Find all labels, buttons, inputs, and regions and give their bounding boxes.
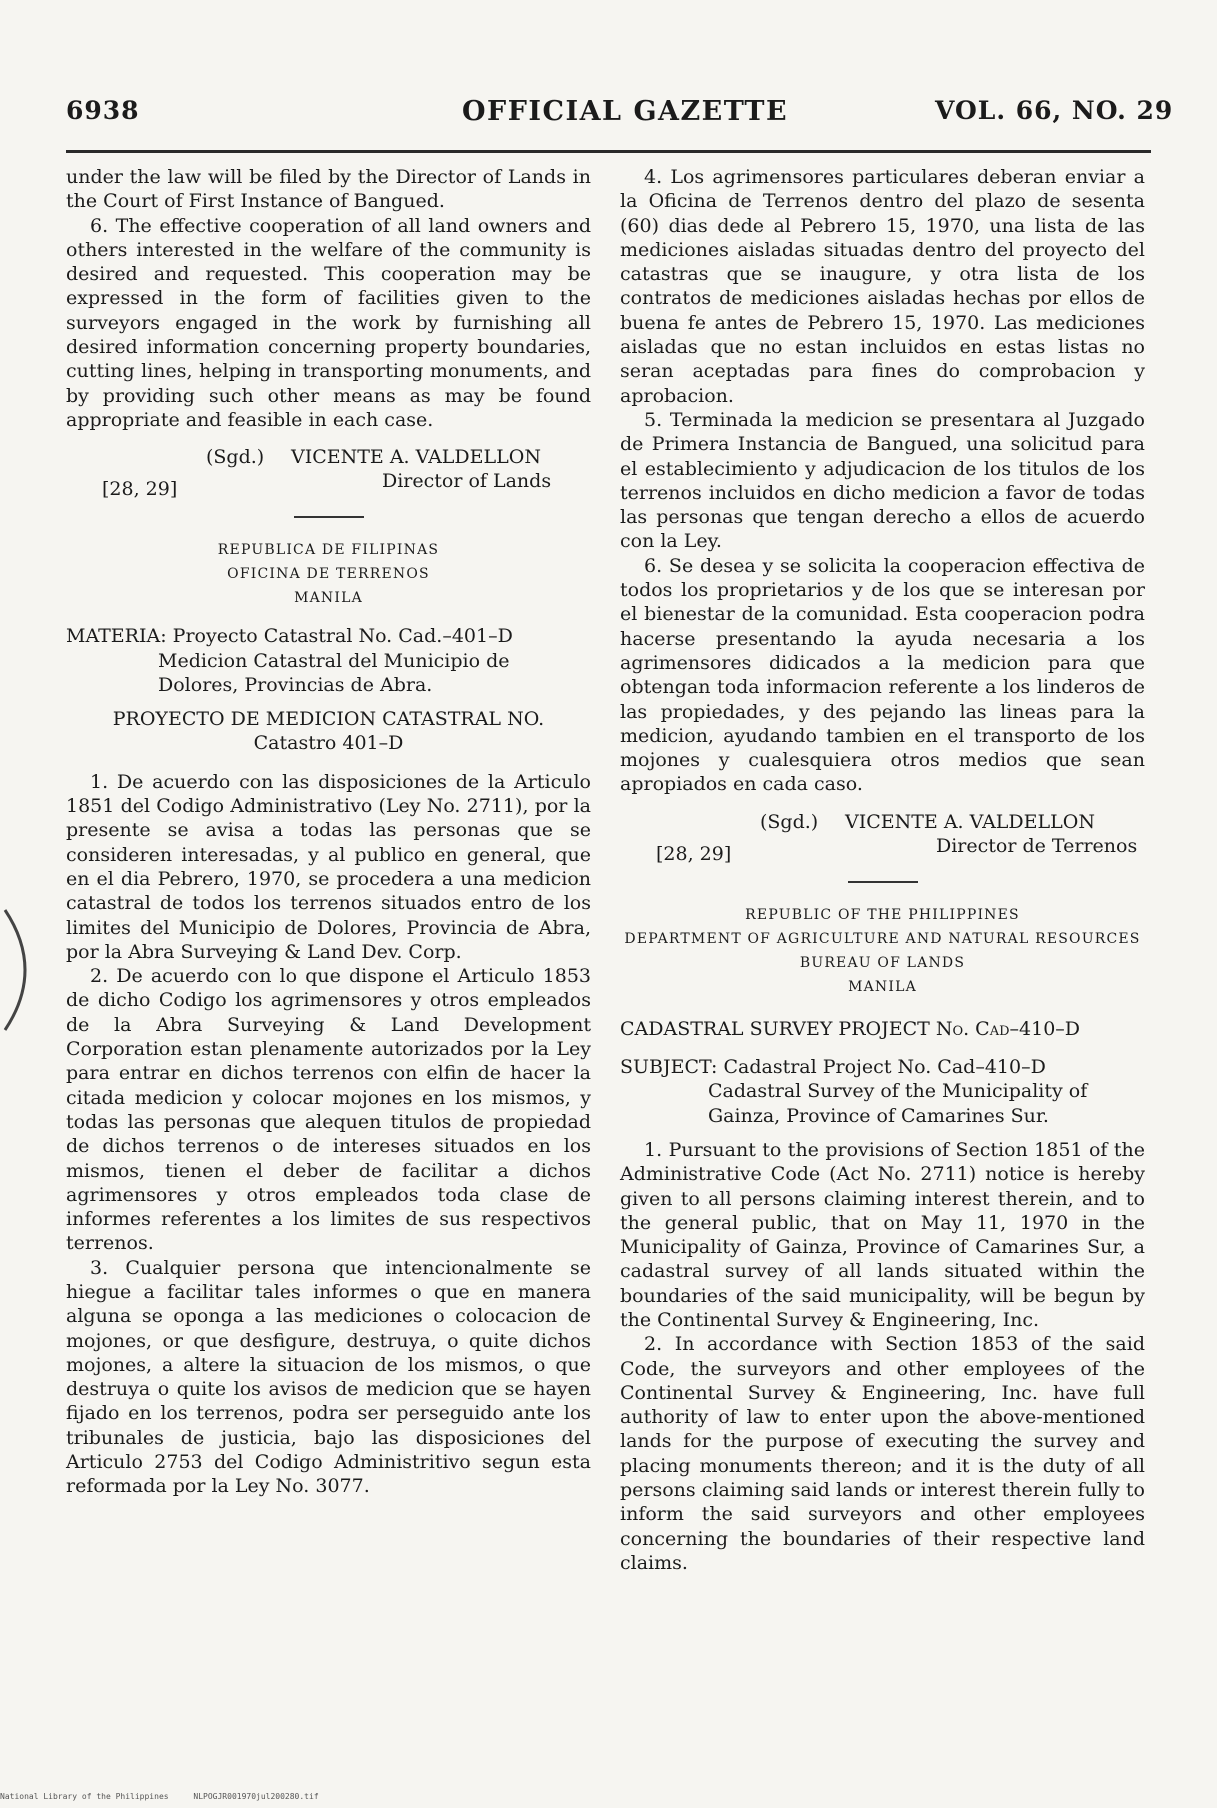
section-divider — [294, 516, 364, 518]
publication-title: OFFICIAL GAZETTE — [462, 96, 789, 127]
spanish-office-header — [66, 538, 591, 610]
section-divider — [848, 881, 918, 883]
header-line: MANILA — [848, 978, 917, 995]
catastro-line: Catastro 401–D — [253, 732, 404, 755]
volume-number: VOL. 66, NO. 29 — [935, 96, 1174, 125]
header-line: DEPARTMENT OF AGRICULTURE AND NATURAL RESOURCES — [624, 930, 1141, 947]
header-line: BUREAU OF LANDS — [799, 954, 966, 971]
proyecto-heading — [66, 707, 591, 756]
paragraph-2-es: 2. De acuerdo con lo que dispone el Articulo 1853 de dicho Codigo los agrimensores y otros empleados de la Abra Surveying & Land Development Corporation estan plenamente autorizados por la Ley para entrar en dichos terrenos con elfin de hacer la citada medicion y colocar mojones en los mismos, y todas las personas que alequen titulos de propiedad de dichos terrenos o de intereses situados en los mismos, tienen el deber de facilitar a dichos agrimensores y otros empleados toda clase de informes referentes a los limites de sus respectivos terrenos. — [66, 965, 591, 1255]
issue-reference: [28, 29] — [102, 478, 178, 501]
signature-block — [66, 446, 591, 502]
library-credit: National Library of the Philippines — [0, 1792, 169, 1801]
materia-label: MATERIA: — [66, 625, 167, 648]
english-office-header — [620, 903, 1145, 999]
signature-sgd: (Sgd.) — [760, 810, 819, 833]
paragraph-4-es: 4. Los agrimensores particulares deberan enviar a la Oficina de Terrenos dentro del plazo de sesenta (60) dias dede al Pebrero 15, 1970, una lista de las mediciones aisladas situadas dentro del proyecto del catastras que se inaugure, y otra lista de los contratos de mediciones aisladas hechas por ellos de buena fe antes de Pebrero 15, 1970. Las mediciones aisladas que no estan incluidos en estas listas no seran aceptadas para fines do comprobacion y aprobacion. — [620, 166, 1145, 407]
header-rule — [66, 150, 1151, 153]
subject-text: Cadastral Project No. Cad–410–D Cadastral Survey of the Municipality of Gainza, Province of Camarines Sur. — [708, 1056, 1088, 1127]
paragraph-1-en: 1. Pursuant to the provisions of Section 1851 of the Administrative Code (Act No. 2711) notice is hereby given to all persons claiming interest therein, and to the general public, that on May 11, 1970 in the Municipality of Gainza, Province of Camarines Sur, a cadastral survey of all lands situated within the boundaries of the said municipality, will be begun by the Continental Survey & Engineering, Inc. — [620, 1138, 1145, 1331]
paragraph-3-es: 3. Cualquier persona que intencionalmente se hiegue a facilitar tales informes o que en manera alguna se oponga a las mediciones o colocacion de mojones, or que desfigure, destruya, o quite dichos mojones, a altere la situacion de los mismos, o que destruya o quite los avisos de medicion que se hayen fijado en los terrenos, podra ser perseguido ante los tribunales de justicia, bajo las disposiciones del Articulo 2753 del Codigo Administritivo segun esta reformada por la Ley No. 3077. — [66, 1256, 591, 1498]
paragraph-6-es: 6. Se desea y se solicita la cooperacion effectiva de todos los proprietarios y de los que se interesan por el bienestar de la comunidad. Esta cooperacion podra hacerse presentando la ayuda necesaria a los agrimensores didicados a la medicion para que obtengan toda informacion referente a los linderos de las propiedades, y des pejando las lineas para la medicion, ayudando tambien en el transporto de los mojones y cualesquiera otros medios que sean apropiados en cada caso. — [620, 554, 1145, 796]
header-line: OFICINA DE TERRENOS — [227, 566, 430, 583]
project-heading — [620, 1017, 1145, 1041]
scan-footer — [0, 1792, 339, 1801]
header-line: MANILA — [294, 590, 363, 607]
intro-text: under the law will be filed by the Director of Lands in the Court of First Instance of Bangued. — [66, 166, 591, 213]
paragraph-2-en: 2. In accordance with Section 1853 of the said Code, the surveyors and other employees of the Continental Survey & Engineering, Inc. have full authority of law to enter upon the above-mentioned lands for the purpose of executing the survey and placing monuments thereon; and it is the duty of all persons claiming said lands or interest therein fully to inform the said surveyors and other employees concerning the boundaries of their respective land claims. — [620, 1333, 1145, 1574]
signatory-title: Director de Terrenos — [936, 834, 1138, 857]
file-name: NLPOGJR001970jul200280.tif — [193, 1792, 319, 1801]
project-line: CADASTRAL SURVEY PROJECT No. Cad–410–D — [620, 1017, 1081, 1040]
right-column — [620, 165, 1145, 1575]
subject-label: SUBJECT: — [620, 1056, 718, 1079]
paragraph-5-es: 5. Terminada la medicion se presentara al Juzgado de Primera Instancia de Bangued, una solicitud para el establecimiento y adjudicacion de los titulos de los terrenos incluidos en dicho medicion a favor de todas las personas que tengan derecho a ellos de acuerdo con la Ley. — [620, 408, 1145, 553]
page-number: 6938 — [66, 96, 140, 125]
header-line: REPUBLICA DE FILIPINAS — [217, 542, 440, 559]
signatory-name: VICENTE A. VALDELLON — [845, 810, 1095, 833]
paragraph-6-en: 6. The effective cooperation of all land owners and others interested in the welfare of the community is desired and requested. This cooperation may be expressed in the form of facilities given to the surveyors engaged in the work by furnishing all desired information concerning property boundaries, cutting lines, helping in transporting monuments, and by providing such other means as may be found appropriate and feasible in each case. — [66, 214, 591, 431]
materia-block — [66, 624, 591, 697]
signature-sgd: (Sgd.) — [206, 446, 265, 469]
paragraph-1-es: 1. De acuerdo con las disposiciones de la Articulo 1851 del Codigo Administrativo (Ley No. 2711), por la presente se avisa a todas las personas que se consideren interesadas, y al publico en general, que en el dia Pebrero, 1970, se procedera a una medicion catastral de todos los terrenos situados entro de los limites del Municipio de Dolores, Provincia de Abra, por la Abra Surveying & Land Dev. Corp. — [66, 770, 591, 963]
signatory-name: VICENTE A. VALDELLON — [291, 446, 541, 469]
materia-text: Proyecto Catastral No. Cad.–401–D Medicion Catastral del Municipio de Dolores, Provincias de Abra. — [158, 625, 513, 696]
issue-reference: [28, 29] — [656, 842, 732, 865]
header-line: REPUBLIC OF THE PHILIPPINES — [745, 906, 1020, 923]
proyecto-line: PROYECTO DE MEDICION CATASTRAL NO. — [112, 708, 545, 731]
left-column — [66, 165, 591, 1499]
subject-block — [620, 1055, 1145, 1128]
binding-mark — [0, 905, 40, 1035]
signature-block — [620, 811, 1145, 867]
signatory-title: Director of Lands — [382, 470, 552, 493]
